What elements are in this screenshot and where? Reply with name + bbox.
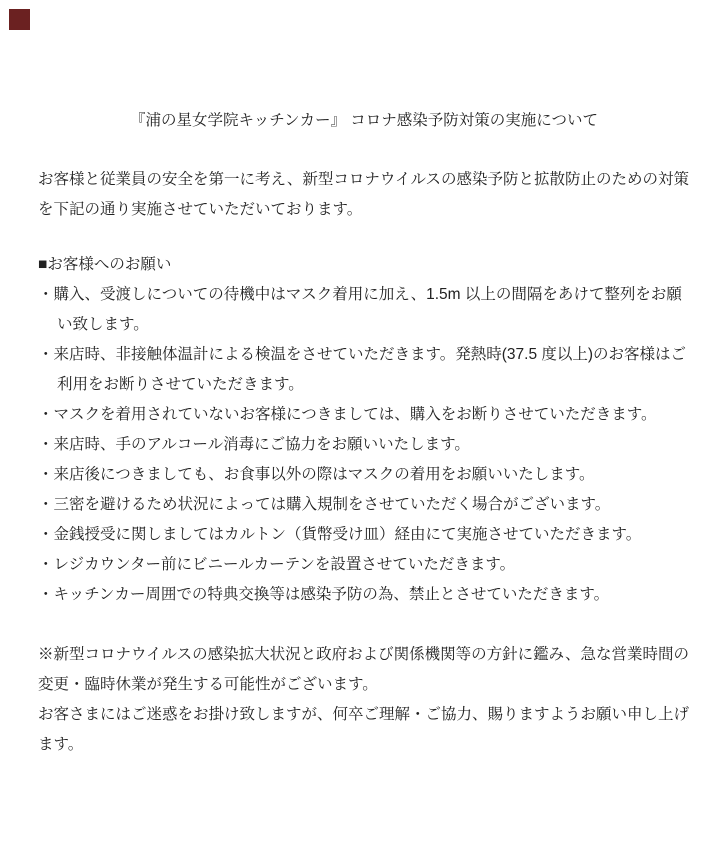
list-item: ・マスクを着用されていないお客様につきましては、購入をお断りさせていただきます。 [38,406,657,423]
list-item: ・レジカウンター前にビニールカーテンを設置させていただきます。 [38,556,516,573]
intro-paragraph: お客様と従業員の安全を第一に考え、新型コロナウイルスの感染予防と拡散防止のための対策を下記の通り実施させていただいております。 [38,171,690,218]
corner-marker [9,9,30,30]
document-title: 『浦の星女学院キッチンカー』 コロナ感染予防対策の実施について [130,112,598,129]
list-item: ・来店時、手のアルコール消毒にご協力をお願いいたします。 [38,436,470,453]
list-item: ・来店時、非接触体温計による検温をさせていただきます。発熱時(37.5 度以上)のお客様はご利用をお断りさせていただきます。 [38,346,687,393]
list-item: ・購入、受渡しについての待機中はマスク着用に加え、1.5m 以上の間隔をあけて整列をお願い致します。 [38,286,682,333]
list-item: ・三密を避けるため状況によっては購入規制をさせていただく場合がございます。 [38,496,611,513]
list-item: ・キッチンカー周囲での特典交換等は感染予防の為、禁止とさせていただきます。 [38,586,610,603]
list-item: ・来店後につきましても、お食事以外の際はマスクの着用をお願いいたします。 [38,466,595,483]
closing-paragraph: お客さまにはご迷惑をお掛け致しますが、何卒ご理解・ご協力、賜りますようお願い申し上げます。 [38,706,690,753]
notice-paragraph: ※新型コロナウイルスの感染拡大状況と政府および関係機関等の方針に鑑み、急な営業時間の変更・臨時休業が発生する可能性がございます。 [38,646,690,693]
section-heading: ■お客様へのお願い [38,256,172,273]
request-list [38,280,690,610]
list-item: ・金銭授受に関しましてはカルトン（貨幣受け皿）経由にて実施させていただきます。 [38,526,642,543]
